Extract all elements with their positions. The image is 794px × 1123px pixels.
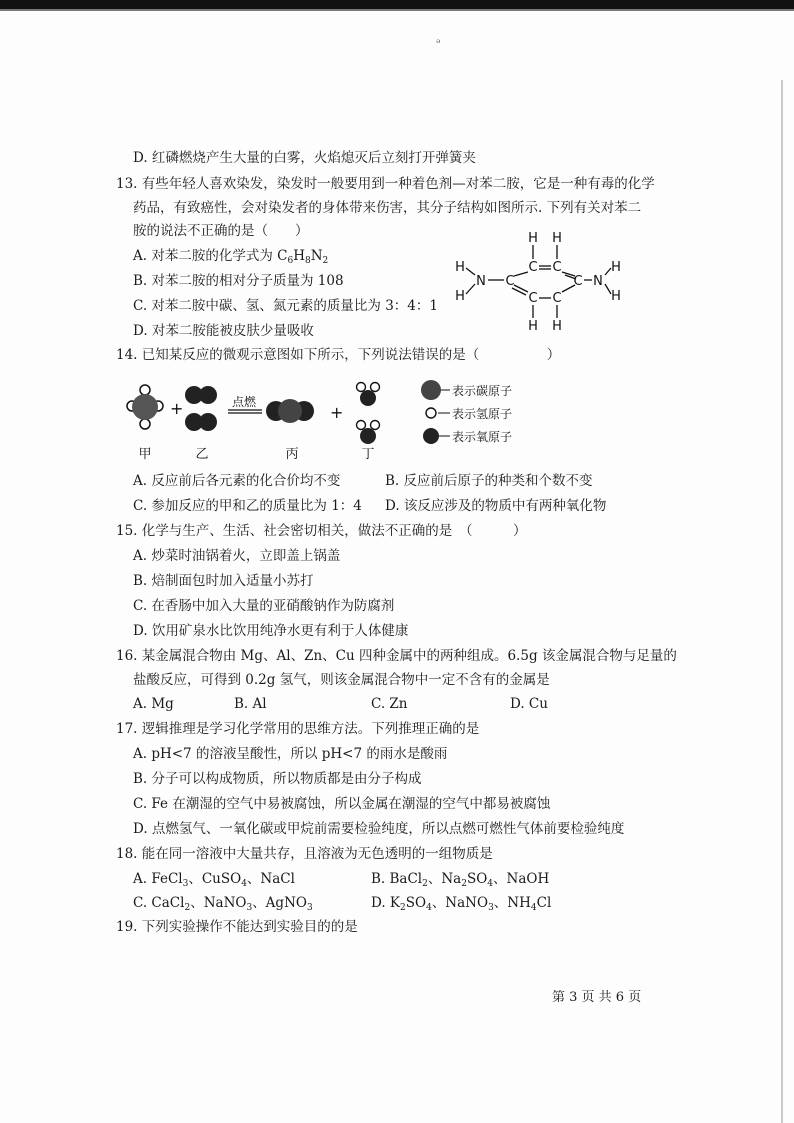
atom-h: H	[552, 319, 562, 334]
atom-h: H	[455, 289, 465, 304]
q13-option-d: D. 对苯二胺能被皮肤少量吸收	[133, 323, 314, 339]
atom-c: C	[528, 260, 538, 275]
q13-option-b: B. 对苯二胺的相对分子质量为 108	[133, 273, 344, 289]
q15-option-a: A. 炒菜时油锅着火，立即盖上锅盖	[133, 548, 341, 564]
atom-h: H	[611, 260, 621, 275]
q14-option-a: A. 反应前后各元素的化合价均不变	[133, 473, 341, 489]
q17-option-b: B. 分子可以构成物质，所以物质都是由分子构成	[133, 771, 422, 787]
atom-c: C	[528, 291, 538, 306]
atom-h: H	[528, 231, 538, 246]
legend-carbon: 表示碳原子	[452, 384, 513, 398]
molecule-ding	[357, 383, 380, 445]
svg-text:+: +	[170, 399, 184, 418]
q17-option-a: A. pH<7 的溶液呈酸性，所以 pH<7 的雨水是酸雨	[133, 746, 448, 762]
atom-h: H	[611, 289, 621, 304]
reaction-condition: 点燃	[232, 395, 257, 409]
label-jia: 甲	[138, 447, 152, 462]
atom-n: N	[476, 274, 486, 289]
q18-option-b: B. BaCl$_2$、$Na_2SO_4$、NaOH	[371, 871, 550, 889]
q16-option-d: D. Cu	[510, 696, 548, 712]
label-bing: 丙	[285, 447, 299, 462]
q13-stem-line1: 13. 有些年轻人喜欢染发，染发时一般要用到一种着色剂—对苯二胺，它是一种有毒的化学	[116, 176, 655, 192]
atom-h: H	[552, 231, 562, 246]
atom-h: H	[528, 319, 538, 334]
legend-oxygen: 表示氧原子	[452, 430, 513, 444]
q17-option-c: C. Fe 在潮湿的空气中易被腐蚀，所以金属在潮湿的空气中都易被腐蚀	[133, 796, 551, 812]
q14-option-b: B. 反应前后原子的种类和个数不变	[385, 473, 593, 489]
q17-option-d: D. 点燃氢气、一氧化碳或甲烷前需要检验纯度，所以点燃可燃性气体前要检验纯度	[133, 821, 625, 837]
label-yi: 乙	[195, 447, 209, 462]
legend	[421, 380, 512, 444]
q15-option-c: C. 在香肠中加入大量的亚硝酸钠作为防腐剂	[133, 598, 395, 614]
scan-top-border	[0, 0, 794, 9]
q15-stem: 15. 化学与生产、生活、社会密切相关，做法不正确的是 （ ）	[116, 523, 527, 539]
q13-stem-line2: 药品，有致癌性，会对染发者的身体带来伤害，其分子结构如图所示. 下列有关对苯二	[133, 200, 642, 216]
q14-option-d: D. 该反应涉及的物质中有两种氧化物	[385, 498, 607, 514]
q18-option-d: D. $K_2SO_4$、NaNO$_3$、$NH_4Cl$	[371, 895, 552, 913]
q18-option-a: A. FeCl$_3$、CuSO$_4$、NaCl	[133, 871, 295, 889]
atom-n: N	[593, 274, 603, 289]
q13-option-c: C. 对苯二胺中碳、氢、氮元素的质量比为 3：4：1	[133, 298, 438, 314]
molecule-jia	[127, 385, 163, 429]
q15-option-b: B. 焙制面包时加入适量小苏打	[133, 573, 314, 589]
scan-top-border-shadow	[0, 9, 794, 11]
q18-option-c: C. CaCl$_2$、NaNO$_3$、AgNO$_3$	[133, 895, 313, 913]
reaction-diagram	[120, 370, 540, 465]
scan-right-edge	[781, 80, 783, 1123]
molecule-yi	[185, 386, 217, 431]
atom-c: C	[505, 274, 515, 289]
q14-stem: 14. 已知某反应的微观示意图如下所示，下列说法错误的是（ ）	[116, 347, 561, 363]
q16-option-a: A. Mg	[133, 696, 174, 712]
q17-stem: 17. 逻辑推理是学习化学常用的思维方法。下列推理正确的是	[116, 721, 480, 737]
atom-h: H	[455, 260, 465, 275]
q16-option-c: C. Zn	[371, 696, 408, 712]
q13-option-a: A. 对苯二胺的化学式为 $C_6H_8N_2$	[133, 248, 329, 266]
atom-c: C	[552, 291, 562, 306]
scan-mark: ᵊ	[436, 36, 441, 50]
q19-stem: 19. 下列实验操作不能达到实验目的的是	[116, 919, 358, 935]
atom-c: C	[552, 260, 562, 275]
molecule-bing	[266, 399, 314, 423]
q13-stem-line3: 胺的说法不正确的是（ ）	[133, 223, 309, 239]
svg-text:+: +	[330, 403, 344, 422]
atom-c: C	[573, 274, 583, 289]
q14-option-c: C. 参加反应的甲和乙的质量比为 1：4	[133, 498, 362, 514]
legend-hydrogen: 表示氢原子	[452, 407, 513, 421]
q16-option-b: B. Al	[234, 696, 267, 712]
label-ding: 丁	[361, 447, 375, 462]
q15-option-d: D. 饮用矿泉水比饮用纯净水更有利于人体健康	[133, 623, 409, 639]
q12-option-d: D. 红磷燃烧产生大量的白雾，火焰熄灭后立刻打开弹簧夹	[133, 150, 476, 166]
p-phenylenediamine-structure	[448, 228, 638, 334]
q16-stem-line2: 盐酸反应，可得到 0.2g 氢气，则该金属混合物中一定不含有的金属是	[133, 672, 550, 688]
q18-stem: 18. 能在同一溶液中大量共存，且溶液为无色透明的一组物质是	[116, 846, 493, 862]
page-number: 第 3 页 共 6 页	[552, 990, 642, 1005]
q16-stem-line1: 16. 某金属混合物由 Mg、Al、Zn、Cu 四种金属中的两种组成。6.5g 该金属混合物与足量的	[116, 648, 677, 664]
